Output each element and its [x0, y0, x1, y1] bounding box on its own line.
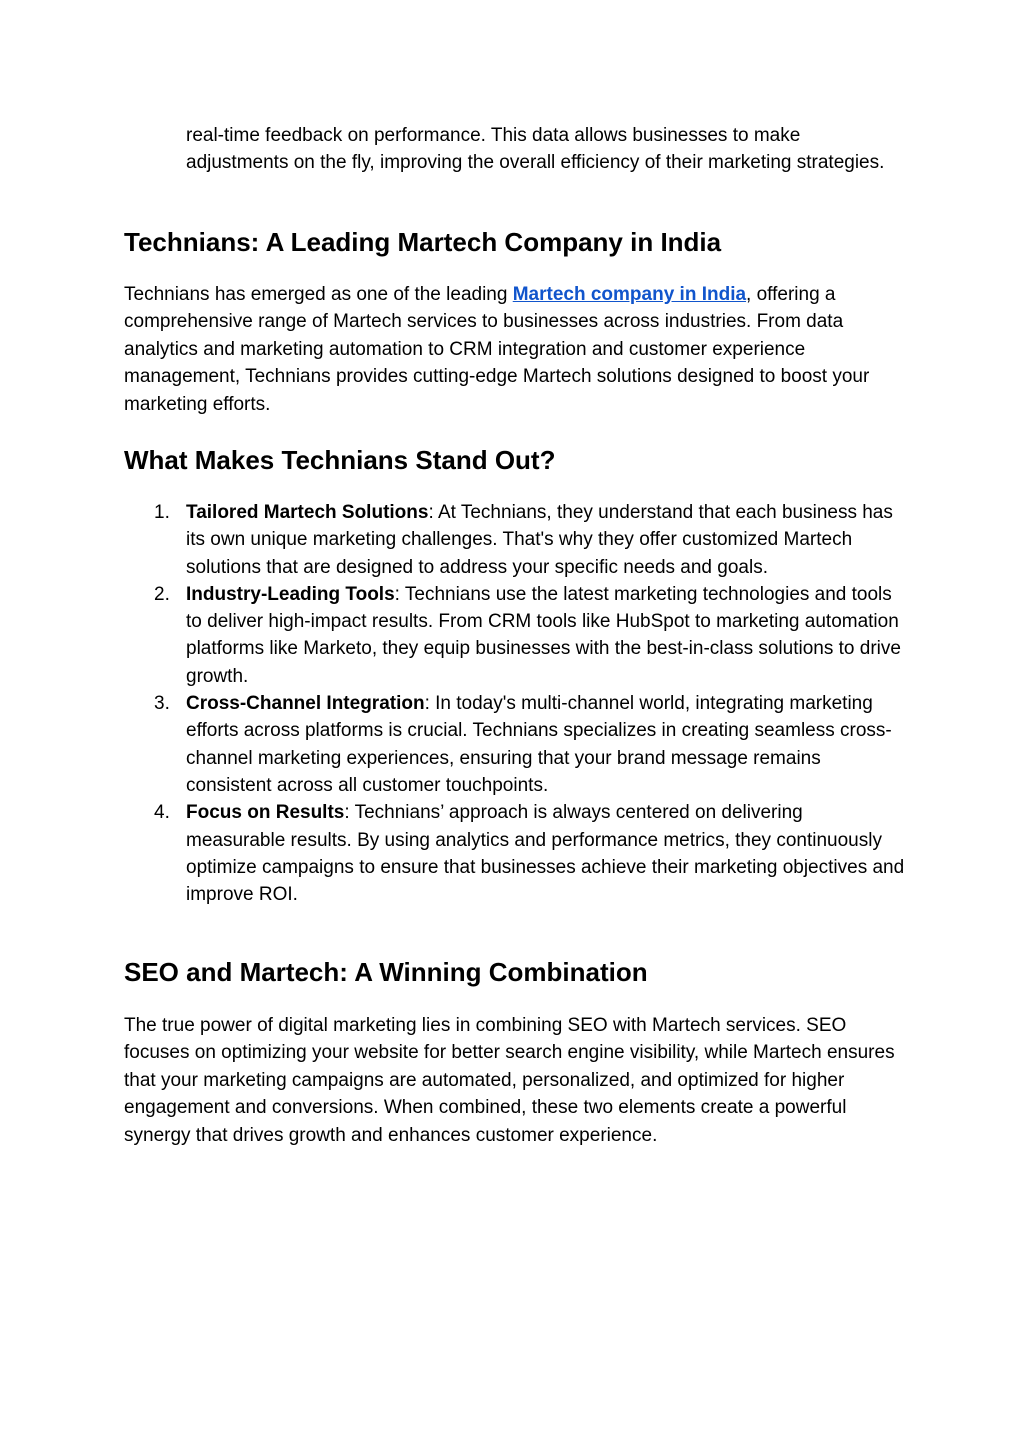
heading-what-makes-technians-stand-out: What Makes Technians Stand Out? [124, 445, 556, 475]
list-item-description: : In today's multi-channel world, integrating marketing efforts across platforms is crucial. Technians specializes in creating seamless cross-channel marketing experiences, ensuring that your brand message remains consistent across all customer touchpoints. [186, 693, 892, 796]
technians-overview-paragraph [124, 281, 914, 418]
list-item-term: Industry-Leading Tools [186, 583, 395, 605]
intro-paragraph-tail: real-time feedback on performance. This data allows businesses to make adjustments on the fly, improving the overall efficiency of their marketing strategies. [186, 125, 885, 174]
list-item-description: : At Technians, they understand that each business has its own unique marketing challenges. That's why they offer customized Martech solutions that are designed to address your specific needs and goals. [186, 502, 893, 578]
heading-technians-leading-company: Technians: A Leading Martech Company in India [124, 227, 722, 257]
list-item [154, 690, 906, 799]
list-item [154, 581, 906, 690]
martech-company-india-link[interactable]: Martech company in India [512, 284, 747, 305]
list-item-number: 1. [154, 502, 170, 523]
list-item-number: 2. [154, 583, 170, 605]
standout-features-list [154, 499, 906, 908]
list-item-description: : Technians use the latest marketing technologies and tools to deliver high-impact results. From CRM tools like HubSpot to marketing automation platforms like Marketo, they equip businesses with the best-in-class solutions to drive growth. [186, 583, 901, 687]
list-item-term: Focus on Results [186, 802, 345, 824]
list-item [154, 799, 906, 908]
list-item-term: Tailored Martech Solutions [186, 502, 429, 523]
list-item [154, 499, 906, 581]
overview-text-after-link: , offering a comprehensive range of Martech services to businesses across industries. From data analytics and marketing automation to CRM integration and customer experience management, Technians provides cutting-edge Martech solutions designed to boost your marketing efforts. [124, 284, 870, 415]
list-item-description: : Technians’ approach is always centered on delivering measurable results. By using analytics and performance metrics, they continuously optimize campaigns to ensure that businesses achieve their marketing objectives and improve ROI. [186, 802, 905, 906]
list-item-number: 3. [154, 693, 170, 715]
list-item-term: Cross-Channel Integration [186, 693, 425, 715]
overview-text-before-link: Technians has emerged as one of the leading [124, 284, 513, 305]
heading-seo-and-martech: SEO and Martech: A Winning Combination [124, 957, 648, 987]
seo-martech-paragraph: The true power of digital marketing lies in combining SEO with Martech services. SEO focuses on optimizing your website for better search engine visibility, while Martech ensures that your marketing campaigns are automated, personalized, and optimized for higher engagement and conversions. When combined, these two elements create a powerful synergy that drives growth and enhances customer experience. [124, 1015, 895, 1146]
list-item-number: 4. [154, 802, 170, 824]
